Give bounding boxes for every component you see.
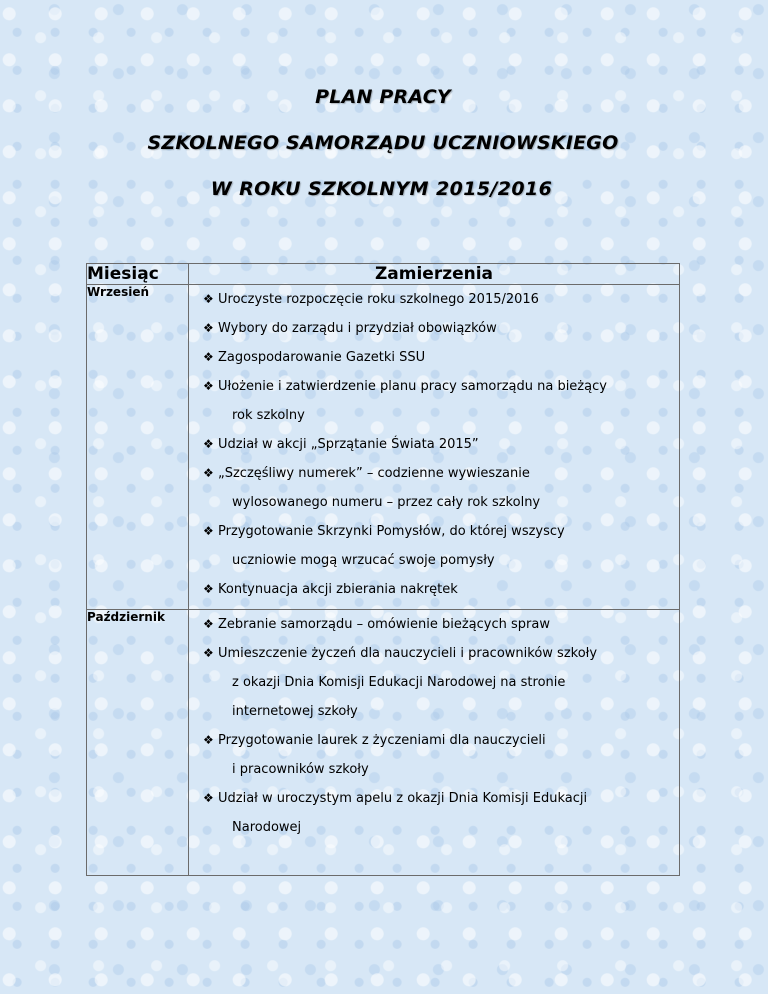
item-text: Zebranie samorządu – omówienie bieżących spraw <box>218 617 550 632</box>
item-text-continued: uczniowie mogą wrzucać swoje pomysły <box>232 553 495 568</box>
column-header-month: Miesiąc <box>87 264 189 285</box>
item-text-continued: internetowej szkoły <box>232 704 358 719</box>
item-text-continued: Narodowej <box>232 820 302 835</box>
diamond-bullet-icon: ❖ <box>203 733 214 747</box>
list-item <box>203 726 675 784</box>
list-item <box>203 285 675 314</box>
column-header-goals: Zamierzenia <box>189 264 680 285</box>
list-item <box>203 343 675 372</box>
goals-list <box>189 610 679 842</box>
title-line-1: PLAN PRACY <box>315 86 451 108</box>
goals-list <box>189 285 679 604</box>
list-item <box>203 610 675 639</box>
list-item <box>203 459 675 517</box>
diamond-bullet-icon: ❖ <box>203 321 214 335</box>
list-item <box>203 430 675 459</box>
diamond-bullet-icon: ❖ <box>203 524 214 538</box>
item-text: Wybory do zarządu i przydział obowiązków <box>218 321 497 336</box>
diamond-bullet-icon: ❖ <box>203 437 214 451</box>
diamond-bullet-icon: ❖ <box>203 466 214 480</box>
item-text: „Szczęśliwy numerek” – codzienne wywieszanie <box>218 466 530 481</box>
month-cell: Wrzesień <box>87 285 189 610</box>
title-line-3: W ROKU SZKOLNYM 2015/2016 <box>210 178 553 200</box>
table-header-row <box>87 264 680 285</box>
diamond-bullet-icon: ❖ <box>203 582 214 596</box>
diamond-bullet-icon: ❖ <box>203 791 214 805</box>
diamond-bullet-icon: ❖ <box>203 350 214 364</box>
list-item <box>203 517 675 575</box>
table-row <box>87 610 680 876</box>
item-text: Umieszczenie życzeń dla nauczycieli i pracowników szkoły <box>218 646 598 661</box>
goals-cell <box>189 285 680 610</box>
item-text-continued: wylosowanego numeru – przez cały rok szkolny <box>232 495 541 510</box>
item-text: Przygotowanie Skrzynki Pomysłów, do której wszyscy <box>218 524 565 539</box>
month-cell: Październik <box>87 610 189 876</box>
item-text-continued: rok szkolny <box>232 408 305 423</box>
goals-cell <box>189 610 680 876</box>
diamond-bullet-icon: ❖ <box>203 379 214 393</box>
item-text-continued: z okazji Dnia Komisji Edukacji Narodowej na stronie <box>232 675 566 690</box>
item-text: Zagospodarowanie Gazetki SSU <box>218 350 426 365</box>
item-text: Udział w akcji „Sprzątanie Świata 2015” <box>218 437 479 452</box>
item-text: Udział w uroczystym apelu z okazji Dnia Komisji Edukacji <box>218 791 588 806</box>
diamond-bullet-icon: ❖ <box>203 617 214 631</box>
list-item <box>203 784 675 842</box>
list-item <box>203 639 675 726</box>
item-text: Przygotowanie laurek z życzeniami dla nauczycieli <box>218 733 546 748</box>
title-line-2: SZKOLNEGO SAMORZĄDU UCZNIOWSKIEGO <box>147 132 619 154</box>
item-text: Uroczyste rozpoczęcie roku szkolnego 2015/2016 <box>218 292 539 307</box>
list-item <box>203 314 675 343</box>
list-item <box>203 372 675 430</box>
table-row <box>87 285 680 610</box>
diamond-bullet-icon: ❖ <box>203 646 214 660</box>
item-text-continued: i pracowników szkoły <box>232 762 369 777</box>
plan-table <box>86 263 680 876</box>
diamond-bullet-icon: ❖ <box>203 292 214 306</box>
list-item <box>203 575 675 604</box>
document-header <box>0 86 768 200</box>
item-text: Ułożenie i zatwierdzenie planu pracy samorządu na bieżący <box>218 379 607 394</box>
item-text: Kontynuacja akcji zbierania nakrętek <box>218 582 458 597</box>
